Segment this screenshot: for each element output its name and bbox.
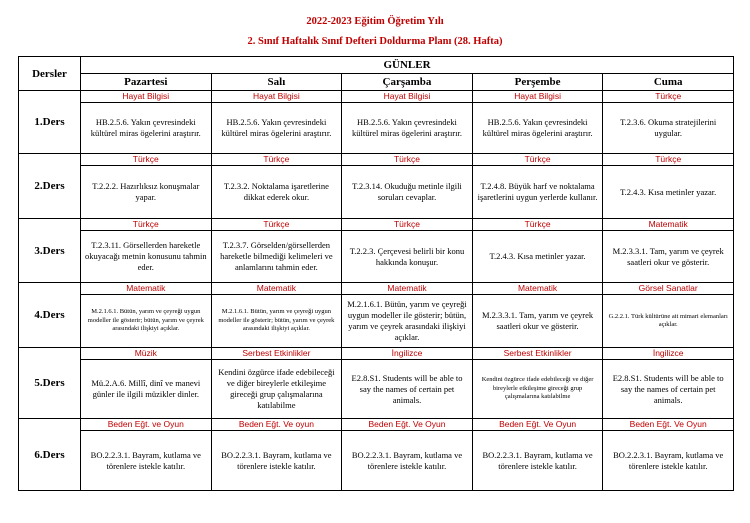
lesson-cell <box>472 283 603 348</box>
objective-text: M.2.3.3.1. Tam, yarım ve çeyrek saatleri okur ve gösterir. <box>482 310 594 331</box>
lesson-label: 2.Ders <box>19 154 81 219</box>
objective-text: T.2.3.11. Görsellerden hareketle okuyacağı metnin konusunu tahmin eder. <box>85 240 207 272</box>
objective-text: T.2.4.3. Kısa metinler yazar. <box>489 251 586 261</box>
objective-text: T.2.3.7. Görselden/görsellerden hareketle bilmediği kelimeleri ve anlamlarını tahmin eder. <box>220 240 333 272</box>
objective-text: M.2.1.6.1. Bütün, yarım ve çeyreği uygun modeller ile gösterir; bütün, yarım ve çeyrek arasındaki ilişkiyi açıklar. <box>87 308 204 333</box>
subject-label: Türkçe <box>81 219 211 231</box>
lesson-cell <box>211 219 342 283</box>
subject-label: Müzik <box>81 348 211 360</box>
lesson-cell <box>211 283 342 348</box>
objective-text: G.2.2.1. Türk kültürüne ait mimari elemanları açıklar. <box>608 312 728 328</box>
objective-text: BO.2.2.3.1. Bayram, kutlama ve törenlere istekle katılır. <box>90 449 201 471</box>
lesson-cell <box>81 154 212 219</box>
objective-text: T.2.3.14. Okuduğu metinle ilgili soruları cevaplar. <box>352 181 462 202</box>
day-header: Salı <box>211 74 342 91</box>
lesson-row <box>19 283 734 348</box>
objective-text: BO.2.2.3.1. Bayram, kutlama ve törenlere istekle katılır. <box>351 449 463 471</box>
lesson-cell <box>603 219 734 283</box>
lesson-cell <box>472 219 603 283</box>
objective-text: T.2.3.6. Okuma stratejilerini uygular. <box>620 117 717 138</box>
lesson-label: 6.Ders <box>19 419 81 491</box>
subject-label: Türkçe <box>81 154 211 166</box>
lesson-cell <box>81 348 212 419</box>
objective-text: BO.2.2.3.1. Bayram, kutlama ve törenlere istekle katılır. <box>613 449 724 471</box>
objective-text: E2.8.S1. Students will be able to say the names of certain pet animals. <box>351 372 463 405</box>
subject-label: Matematik <box>342 283 472 295</box>
objective-text: Kendini özgürce ifade edebileceği ve diğer bireylerle etkileşime gireceği grup çalışmalarına katılabilme <box>481 376 594 401</box>
subject-label: Türkçe <box>473 154 603 166</box>
subject-label: Beden Eğt. Ve oyun <box>212 419 342 431</box>
subject-label: Türkçe <box>212 154 342 166</box>
objective-text: HB.2.5.6. Yakın çevresindeki kültürel miras ögelerini araştırır. <box>351 117 462 138</box>
subject-label: Serbest Etkinlikler <box>212 348 342 360</box>
lesson-cell <box>472 91 603 154</box>
objective-text: M.2.3.3.1. Tam, yarım ve çeyrek saatleri okur ve gösterir. <box>612 245 724 267</box>
subject-label: Matematik <box>603 219 733 231</box>
lesson-label: 5.Ders <box>19 348 81 419</box>
document-subtitle: 2. Sınıf Haftalık Sınıf Defteri Doldurma Planı (28. Hafta) <box>247 36 503 47</box>
subject-label: Beden Eğt. Ve Oyun <box>473 419 603 431</box>
lesson-row <box>19 419 734 491</box>
lesson-row <box>19 219 734 283</box>
objective-text: HB.2.5.6. Yakın çevresindeki kültürel miras ögelerini araştırır. <box>482 117 593 138</box>
day-header: Pazartesi <box>81 74 212 91</box>
lesson-label: 3.Ders <box>19 219 81 283</box>
lesson-cell <box>211 419 342 491</box>
lesson-row <box>19 348 734 419</box>
day-header: Çarşamba <box>342 74 473 91</box>
objective-text: HB.2.5.6. Yakın çevresindeki kültürel miras ögelerini araştırır. <box>90 117 201 138</box>
lesson-cell <box>603 91 734 154</box>
lesson-cell <box>342 283 473 348</box>
gunler-header: GÜNLER <box>81 57 734 74</box>
objective-text: HB.2.5.6. Yakın çevresindeki kültürel miras ögelerini araştırır. <box>221 117 332 138</box>
subject-label: Beden Eğt. Ve Oyun <box>603 419 733 431</box>
lesson-cell <box>472 348 603 419</box>
subject-label: Beden Eğt. ve Oyun <box>81 419 211 431</box>
subject-label: Türkçe <box>342 154 472 166</box>
subject-label: Türkçe <box>473 219 603 231</box>
objective-text: T.2.4.3. Kısa metinler yazar. <box>620 186 717 197</box>
lesson-cell <box>81 283 212 348</box>
lesson-cell <box>342 219 473 283</box>
lesson-row <box>19 91 734 154</box>
objective-text: T.2.2.3. Çerçevesi belirli bir konu hakkında konuşur. <box>349 245 465 267</box>
objective-text: BO.2.2.3.1. Bayram, kutlama ve törenlere istekle katılır. <box>221 449 332 471</box>
lesson-cell <box>472 154 603 219</box>
lesson-cell <box>342 419 473 491</box>
lesson-row <box>19 154 734 219</box>
objective-text: T.2.4.8. Büyük harf ve noktalama işaretlerini uygun yerlerde kullanır. <box>477 181 598 202</box>
subject-label: Matematik <box>81 283 211 295</box>
dersler-header: Dersler <box>19 57 81 91</box>
lesson-cell <box>603 348 734 419</box>
subject-label: Görsel Sanatlar <box>603 283 733 295</box>
subject-label: Türkçe <box>603 91 733 103</box>
lesson-cell <box>211 91 342 154</box>
lesson-cell <box>211 348 342 419</box>
subject-label: Hayat Bilgisi <box>342 91 472 103</box>
lesson-label: 4.Ders <box>19 283 81 348</box>
day-header: Cuma <box>603 74 734 91</box>
subject-label: Hayat Bilgisi <box>81 91 211 103</box>
objective-text: BO.2.2.3.1. Bayram, kutlama ve törenlere istekle katılır. <box>482 449 593 471</box>
day-header: Perşembe <box>472 74 603 91</box>
lesson-cell <box>603 283 734 348</box>
lesson-cell <box>342 91 473 154</box>
lesson-cell <box>603 154 734 219</box>
subject-label: Türkçe <box>212 219 342 231</box>
lesson-cell <box>472 419 603 491</box>
lesson-cell <box>342 348 473 419</box>
subject-label: Serbest Etkinlikler <box>473 348 603 360</box>
lesson-cell <box>603 419 734 491</box>
subject-label: Beden Eğt. Ve Oyun <box>342 419 472 431</box>
lesson-cell <box>81 219 212 283</box>
objective-text: Kendini özgürce ifade edebileceği ve diğer bireylerle etkileşime gireceği grup çalışmalarına katılabilme <box>218 367 335 410</box>
subject-label: Hayat Bilgisi <box>473 91 603 103</box>
lesson-cell <box>342 154 473 219</box>
objective-text: M.2.1.6.1. Bütün, yarım ve çeyreği uygun modeller ile gösterir; bütün, yarım ve çeyrek arasındaki ilişkiyi açıklar. <box>347 299 467 342</box>
objective-text: T.2.2.2. Hazırlıksız konuşmalar yapar. <box>92 181 200 202</box>
subject-label: İngilizce <box>342 348 472 360</box>
objective-text: T.2.3.2. Noktalama işaretlerine dikkat ederek okur. <box>223 181 329 202</box>
lesson-cell <box>211 154 342 219</box>
objective-text: Mü.2.A.6. Millî, dinî ve manevi günler ile ilgili müzikler dinler. <box>91 378 201 399</box>
lesson-label: 1.Ders <box>19 91 81 154</box>
subject-label: İngilizce <box>603 348 733 360</box>
subject-label: Türkçe <box>603 154 733 166</box>
subject-label: Matematik <box>212 283 342 295</box>
objective-text: E2.8.S1. Students will be able to say the names of certain pet animals. <box>612 372 724 405</box>
objective-text: M.2.1.6.1. Bütün, yarım ve çeyreği uygun modeller ile gösterir; bütün, yarım ve çeyrek arasındaki ilişkiyi açıklar. <box>218 308 335 333</box>
subject-label: Hayat Bilgisi <box>212 91 342 103</box>
subject-label: Matematik <box>473 283 603 295</box>
lesson-cell <box>81 91 212 154</box>
document-title: 2022-2023 Eğitim Öğretim Yılı <box>306 16 444 27</box>
lesson-cell <box>81 419 212 491</box>
subject-label: Türkçe <box>342 219 472 231</box>
weekly-plan-table <box>18 56 734 491</box>
